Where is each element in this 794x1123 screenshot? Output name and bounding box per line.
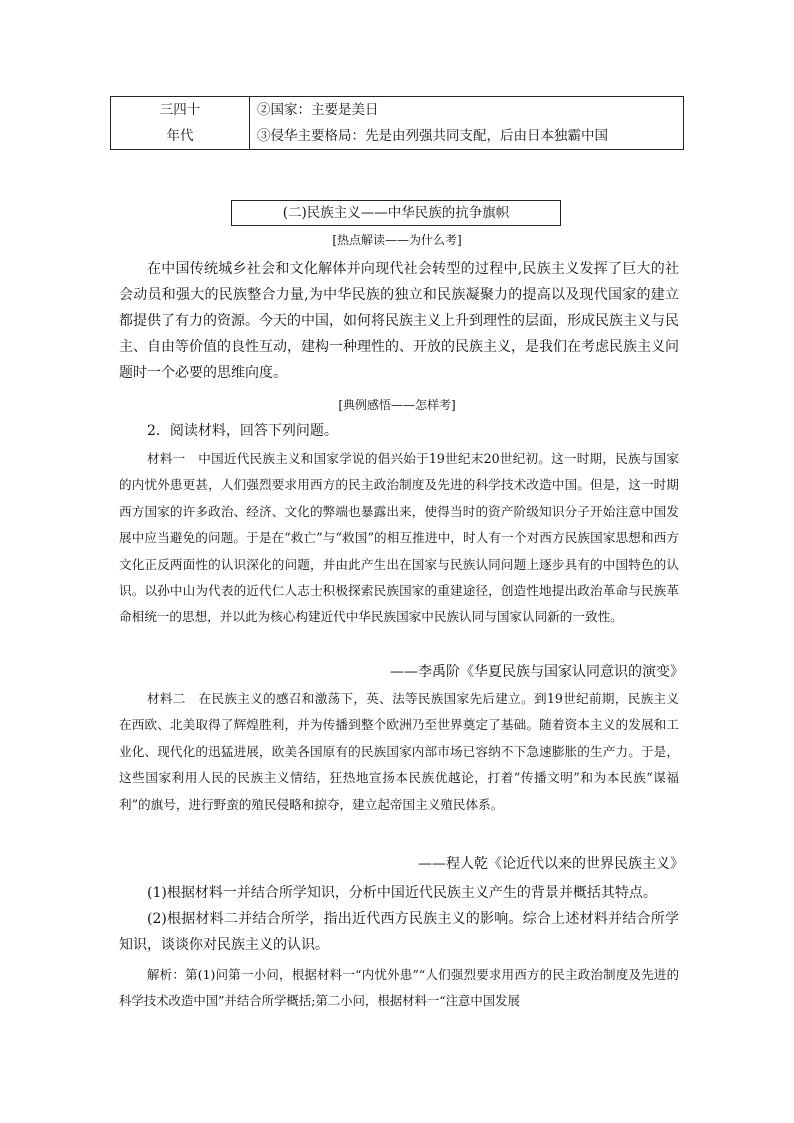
hot-reading-heading: [热点解读——为什么考] xyxy=(332,233,462,247)
content-line1: ②国家：主要是美日 xyxy=(257,102,379,118)
era-summary-table xyxy=(110,96,684,150)
example-heading: [典例感悟——怎样考] xyxy=(338,398,456,412)
material-one: 材料一 中国近代民族主义和国家学说的倡兴始于19世纪末20世纪初。这一时期，民族与国家的内忧外患更甚，人们强烈要求用西方的民主政治制度及先进的科学技术改造中国。但是，这一时期西方国家的许多政治、经济、文化的弊端也暴露出来，使得当时的资产阶级知识分子开始注意中国发展中应当避免的问题。于是在“救亡”与“救国”的相互推进中，时人有一个对西方民族国家思想和西方文化正反两面性的认识深化的问题，并由此产生出在国家与民族认同问题上逐步具有的中国特色的认识。以孙中山为代表的近代仁人志士积极探索民族国家的重建途径，创造性地提出政治革命与民族革命相统一的思想，并以此为核心构建近代中华民族国家中民族认同与国家认同新的一致性。 xyxy=(119,451,679,625)
material-two: 材料二 在民族主义的感召和激荡下，英、法等民族国家先后建立。到19世纪前期，民族主义在西欧、北美取得了辉煌胜利，并为传播到整个欧洲乃至世界奠定了基础。随着资本主义的发展和工业化、现代化的迅猛进展，欧美各国原有的民族国家内部市场已容纳不下急速膨胀的生产力。于是，这些国家利用人民的民族主义情结，狂热地宣扬本民族优越论，打着“传播文明”和为本民族“谋福利”的旗号，进行野蛮的殖民侵略和掠夺，建立起帝国主义殖民体系。 xyxy=(119,691,679,812)
table-content-cell xyxy=(250,97,684,150)
content-line2: ③侵华主要格局：先是由列强共同支配，后由日本独霸中国 xyxy=(257,128,608,144)
era-label-line2: 年代 xyxy=(166,128,194,144)
table-row xyxy=(111,97,684,150)
intro-paragraph: 在中国传统城乡社会和文化解体并向现代社会转型的过程中,民族主义发挥了巨大的社会动员和强大的民族整合力量,为中华民族的独立和民族凝聚力的提高以及现代国家的建立都提供了有力的资源。今天的中国，如何将民族主义上升到理性的层面，形成民族主义与民主、自由等价值的良性互动，建构一种理性的、开放的民族主义，是我们在考虑民族主义问题时一个必要的思维向度。 xyxy=(119,261,679,381)
material-one-source: ——李禹阶《华夏民族与国家认同意识的演变》 xyxy=(390,664,684,680)
section-title-box: (二)民族主义——中华民族的抗争旗帜 xyxy=(231,200,561,226)
analysis-paragraph: 解析：第(1)问第一小问，根据材料一“内忧外患”“人们强烈要求用西方的民主政治制度及先进的科学技术改造中国”并结合所学概括;第二小问，根据材料一“注意中国发展 xyxy=(119,967,679,1009)
era-label-line1: 三四十 xyxy=(159,102,201,118)
table-era-cell xyxy=(111,97,250,150)
question-one: (1)根据材料一并结合所学知识，分析中国近代民族主义产生的背景并概括其特点。 xyxy=(147,885,657,901)
material-two-source: ——程人乾《论近代以来的世界民族主义》 xyxy=(418,856,684,872)
question-intro: 2．阅读材料，回答下列问题。 xyxy=(147,423,338,439)
question-two: (2)根据材料二并结合所学，指出近代西方民族主义的影响。综合上述材料并结合所学知识，谈谈你对民族主义的认识。 xyxy=(119,911,679,953)
